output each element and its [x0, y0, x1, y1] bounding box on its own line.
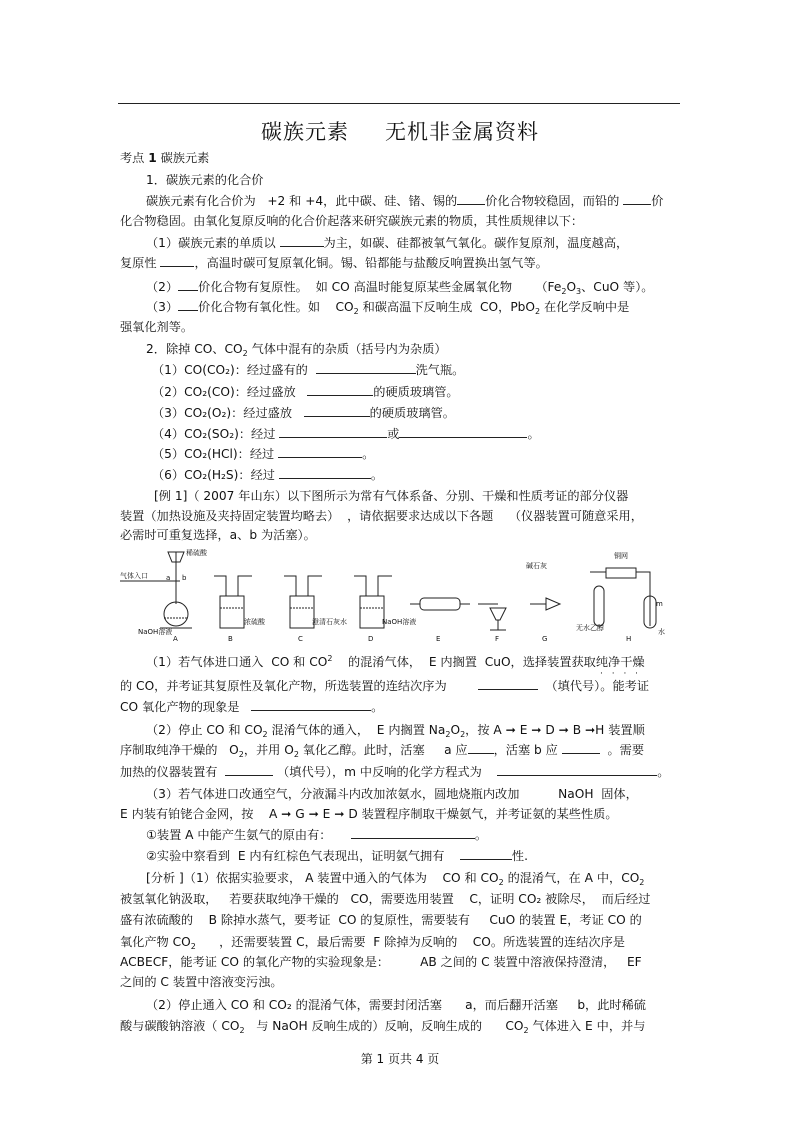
item-4: （4）CO₂(SO₂)：经过 或 。 [152, 427, 540, 441]
page-footer: 第 1 页共 4 页 [360, 1052, 440, 1066]
emphasis-dots: · · · · [600, 669, 642, 679]
label-acid: 稀硫酸 [186, 549, 207, 557]
apparatus-B [214, 576, 266, 642]
analysis-line-1: [分析 ]（1）依据实验要求， A 装置中通入的气体为 CO 和 $CO_2$ 的混淆气，在 A 中，$CO_2$ [146, 871, 645, 887]
svg-text:E: E [436, 635, 441, 642]
question-3-line-2: E 内装有铂铑合金网，按 A ➞ G ➞ E ➞ D 装置程序制取干燥氨气，并考证氨的某些性质。 [120, 807, 618, 821]
apparatus-H [576, 551, 665, 642]
paragraph-4: 复原性 ，高温时碳可复原氧化铜。锡、铅都能与盐酸反响置换出氢气等。 [120, 256, 548, 270]
svg-text:b: b [182, 574, 187, 582]
section-heading [120, 150, 209, 166]
apparatus-E [410, 598, 470, 642]
analysis-line-2: 被氢氧化钠汲取， 若要获取纯净干燥的 CO，需要选用装置 C，证明 CO₂ 被除尽， 而后经过 [120, 892, 651, 906]
item-5: （5）CO₂(HCl)：经过 。 [152, 447, 375, 461]
question-1-line-2: 的 CO，并考证其复原性及氧化产物，所选装置的连结次序为 （填代号）。能考证 [120, 679, 650, 693]
svg-text:浓硫酸: 浓硫酸 [244, 618, 265, 626]
svg-text:澄清石灰水: 澄清石灰水 [312, 618, 347, 626]
question-3-line-3: ①装置 A 中能产生氨气的原由有： 。 [146, 828, 488, 842]
analysis-line-5: ACBECF，能考证 CO 的氧化产物的实验现象是： AB 之间的 C 装置中溶液保持澄清， EF [120, 955, 642, 969]
section-name: 碳族元素 [160, 151, 210, 165]
item-2: （2）CO₂(CO)：经过盛放 的硬质玻璃管。 [152, 385, 459, 399]
question-2-line-1: （2）停止 CO 和 $CO_2$ 混淆气体的通入， E 内搁置 $Na_2O_2$，按 A ➞ E ➞ D ➞ B ➞H 装置顺 [146, 723, 645, 739]
apparatus-figure [120, 546, 680, 642]
page-title [0, 116, 800, 146]
section-label: 考点 [120, 151, 145, 165]
paragraph-3: （1）碳族元素的单质以 为主，如碳、硅都被氧气氧化。碳作复原剂，温度越高， [146, 236, 629, 250]
header-rule [118, 103, 680, 104]
svg-text:F: F [495, 635, 500, 642]
svg-text:水: 水 [658, 628, 665, 636]
svg-text:m: m [656, 600, 663, 608]
apparatus-C [284, 576, 347, 642]
svg-text:无水乙醇: 无水乙醇 [576, 624, 604, 632]
example-line-1: [例 1]（ 2007 年山东）以下图所示为常有气体系备、分别、干燥和性质考证的部分仪器 [154, 489, 629, 503]
paragraph-6: （3） 价化合物有氧化性。如 $CO_2$ 和碳高温下反响生成 CO，PbO$_2$ 在化学反响中是 [146, 300, 630, 316]
question-3-line-4: ②实验中察看到 E 内有红棕色气表现出，证明氨气拥有 性. [146, 849, 528, 863]
example-line-2: 装置（加热设施及夹持固定装置均略去） ，请依据要求达成以下各题 （仪器装置可随意采用， [120, 509, 643, 523]
question-2-line-3: 加热的仪器装置有 （填代号），m 中反响的化学方程式为 。 [120, 765, 670, 779]
analysis-line-7: （2）停止通入 CO 和 CO₂ 的混淆气体，需要封闭活塞 a，而后翻开活塞 b，此时稀硫 [146, 998, 646, 1012]
label-inlet: 气体入口 [120, 572, 148, 580]
apparatus-D [354, 576, 416, 642]
analysis-line-3: 盛有浓硫酸的 B 除掉水蒸气，要考证 CO 的复原性，需要装有 CuO 的装置 E，考证 CO 的 [120, 913, 642, 927]
svg-text:NaOH溶液: NaOH溶液 [382, 618, 417, 626]
analysis-line-4: 氧化产物 $CO_2$ ，还需要装置 C，最后需要 F 除掉为反响的 CO。所选装置的连结次序是 [120, 935, 625, 951]
subheading-2: 2．除掉 CO、$CO_2$ 气体中混有的杂质（括号内为杂质） [146, 342, 447, 358]
question-3-line-1: （3）若气体进口改通空气，分液漏斗内改加浓氨水，圆地烧瓶内改加 NaOH 固体， [146, 787, 638, 801]
paragraph-1: 碳族元素有化合价为 +2 和 +4，此中碳、硅、锗、锡的 价化合物较稳固，而铅的 价 [146, 194, 664, 208]
svg-text:B: B [228, 635, 233, 642]
label-naoh: NaOH溶液 [138, 628, 173, 636]
apparatus-F [478, 604, 506, 642]
svg-text:H: H [626, 635, 632, 642]
svg-text:a: a [166, 574, 171, 582]
question-2-line-2: 序制取纯净干燥的 $O_2$，并用 $O_2$ 氧化乙醇。此时，活塞 a 应 ，活塞 b 应 。需要 [120, 743, 645, 759]
paragraph-7: 强氧化剂等。 [120, 320, 194, 334]
svg-text:铜网: 铜网 [614, 552, 628, 560]
svg-text:D: D [368, 635, 374, 642]
apparatus-G [526, 561, 560, 642]
paragraph-5: （2） 价化合物有复原性。 如 CO 高温时能复原某些金属氧化物 （$Fe_2O_3$、CuO 等）。 [146, 280, 654, 296]
question-1-line-1: （1）若气体进口通入 CO 和 $CO^2$ 的混淆气体， E 内搁置 CuO，选择装置获取纯净干燥 [146, 653, 645, 669]
svg-text:碱石灰: 碱石灰 [526, 562, 547, 570]
item-3: （3）CO₂(O₂)：经过盛放 的硬质玻璃管。 [152, 406, 455, 420]
paragraph-2: 化合物稳固。由氧化复原反响的化合价起落来研究碳族元素的物质，其性质规律以下： [120, 214, 584, 228]
title-part2: 无机非金属资料 [385, 120, 539, 144]
analysis-line-6: 之间的 C 装置中溶液变污浊。 [120, 975, 283, 989]
section-num: 1 [148, 151, 157, 165]
title-part1: 碳族元素 [261, 120, 349, 144]
example-line-3: 必需时可重复选择，a、b 为活塞）。 [120, 528, 316, 542]
item-6: （6）CO₂(H₂S)：经过 。 [152, 468, 384, 482]
svg-text:A: A [173, 635, 178, 642]
apparatus-A [120, 548, 208, 642]
svg-text:C: C [298, 635, 303, 642]
analysis-line-8: 酸与碳酸钠溶液（ $CO_2$ 与 NaOH 反响生成的）反响，反响生成的 $CO_2$ 气体进入 E 中，并与 [120, 1019, 646, 1035]
svg-text:G: G [542, 635, 548, 642]
item-1: （1）CO(CO₂)：经过盛有的 洗气瓶。 [152, 363, 465, 377]
question-1-line-3: CO 氧化产物的现象是 。 [120, 700, 384, 714]
subheading-1: 1．碳族元素的化合价 [146, 173, 264, 187]
